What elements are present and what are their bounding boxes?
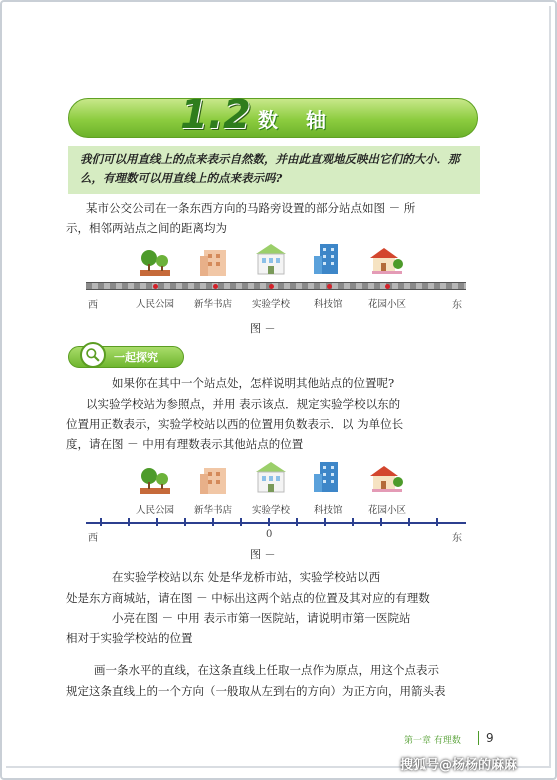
garden-community-icon	[370, 460, 404, 494]
paragraph-line: 在实验学校站以东 处是华龙桥市站，实验学校站以西	[112, 570, 381, 584]
watermark: 搜狐号@杨杨的麻麻	[400, 758, 518, 773]
station-dot	[327, 284, 332, 289]
paragraph-line: 如果你在其中一个站点处，怎样说明其他站点的位置呢?	[112, 376, 395, 390]
paragraph-line: 以实验学校站为参照点，并用 表示该点．规定实验学校以东的	[86, 397, 401, 411]
science-museum-icon	[312, 242, 346, 276]
station-label: 实验学校	[252, 299, 291, 310]
paragraph-line: 示，相邻两站点之间的距离均为	[66, 221, 227, 235]
axis-tick	[296, 518, 298, 526]
station-label: 实验学校	[252, 505, 291, 516]
paragraph-line: 规定这条直线上的一个方向（一般取从左到右的方向）为正方向，用箭头表	[66, 684, 446, 698]
chapter-footer: 第一章 有理数	[404, 736, 461, 746]
school-icon	[254, 460, 288, 494]
paragraph-line: 位置用正数表示，实验学校站以西的位置用负数表示．以 为单位长	[66, 417, 404, 431]
paragraph-line: 某市公交公司在一条东西方向的马路旁设置的部分站点如图 － 所	[86, 201, 416, 215]
axis-tick	[268, 518, 270, 526]
station-label: 科技馆	[314, 299, 343, 310]
station-dot	[385, 284, 390, 289]
axis-tick	[240, 518, 242, 526]
station-dot	[153, 284, 158, 289]
axis-tick	[184, 518, 186, 526]
station-label: 花园小区	[368, 299, 407, 310]
paragraph-line: 小亮在图 － 中用 表示市第一医院站，请说明市第一医院站	[112, 611, 411, 625]
section-number: 1.2	[180, 92, 251, 138]
figure-caption: 图 －	[250, 548, 276, 561]
axis-tick	[100, 518, 102, 526]
park-icon	[138, 462, 172, 496]
page-number: 9	[486, 731, 494, 745]
axis-tick	[156, 518, 158, 526]
figure-caption: 图 －	[250, 322, 276, 335]
west-label: 西	[88, 300, 98, 311]
axis-tick	[408, 518, 410, 526]
station-dot	[269, 284, 274, 289]
garden-community-icon	[370, 242, 404, 276]
axis-tick	[380, 518, 382, 526]
footer-divider	[478, 731, 479, 745]
school-icon	[254, 242, 288, 276]
bookstore-icon	[198, 244, 232, 278]
science-museum-icon	[312, 460, 346, 494]
east-label: 东	[452, 300, 462, 311]
station-label: 人民公园	[136, 505, 175, 516]
origin-label: 0	[266, 529, 273, 540]
paragraph-line: 画一条水平的直线，在这条直线上任取一点作为原点，用这个点表示	[94, 663, 439, 677]
explore-label: 一起探究	[114, 351, 158, 364]
station-label: 人民公园	[136, 299, 175, 310]
intro-text: 我们可以用直线上的点来表示自然数，并由此直观地反映出它们的大小．那么，有理数可以用直线上的点来表示吗?	[80, 152, 460, 185]
east-label: 东	[452, 533, 462, 544]
axis-tick	[128, 518, 130, 526]
paragraph-line: 处是东方商城站，请在图 － 中标出这两个站点的位置及其对应的有理数	[66, 591, 430, 605]
bookstore-icon	[198, 462, 232, 496]
axis-tick	[212, 518, 214, 526]
axis-tick	[352, 518, 354, 526]
axis-tick	[436, 518, 438, 526]
section-title: 数轴	[258, 108, 354, 132]
west-label: 西	[88, 533, 98, 544]
axis-tick	[324, 518, 326, 526]
road	[86, 282, 466, 290]
station-dot	[213, 284, 218, 289]
magnifier-icon	[80, 342, 106, 368]
paragraph-line: 相对于实验学校站的位置	[66, 631, 193, 645]
station-label: 科技馆	[314, 505, 343, 516]
station-label: 花园小区	[368, 505, 407, 516]
station-label: 新华书店	[194, 505, 233, 516]
paragraph-line: 度，请在图 － 中用有理数表示其他站点的位置	[66, 437, 304, 451]
park-icon	[138, 244, 172, 278]
station-label: 新华书店	[194, 299, 233, 310]
